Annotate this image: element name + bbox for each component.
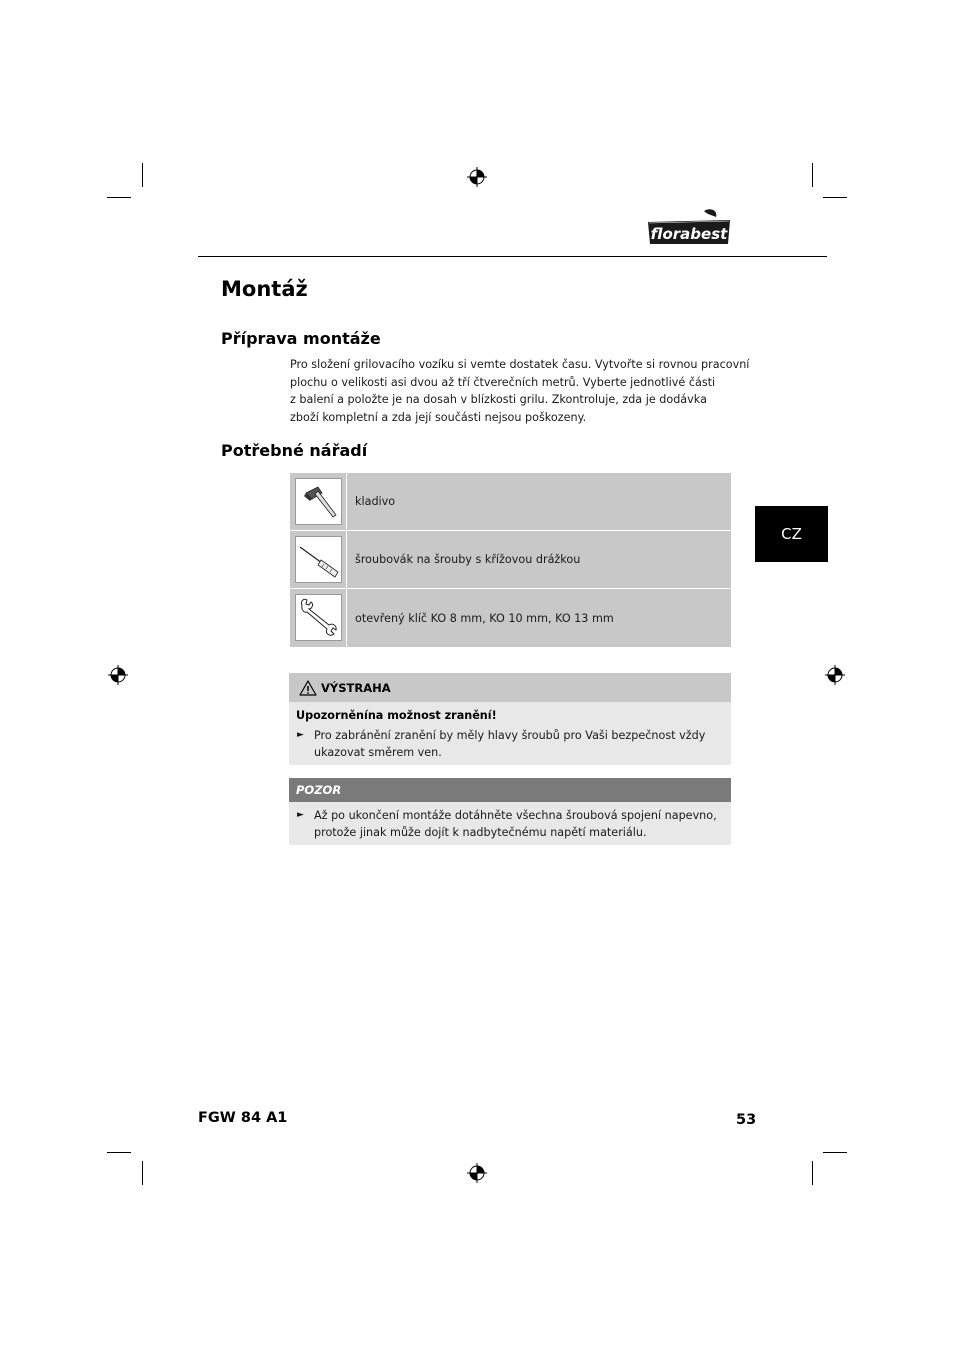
caution-box: [289, 778, 731, 845]
tool-row: [290, 473, 731, 531]
footer-model: FGW 84 A1: [198, 1110, 288, 1126]
crop-mark: [812, 1161, 813, 1185]
screwdriver-icon: [296, 537, 341, 582]
bullet-arrow-icon: ►: [297, 810, 304, 820]
warning-label: VÝSTRAHA: [321, 680, 391, 695]
tool-icon-box: [295, 594, 342, 641]
header-rule: [198, 256, 827, 257]
crop-mark: [142, 1161, 143, 1185]
preparation-paragraph: [290, 356, 750, 426]
warning-body: [289, 702, 731, 765]
tool-label: šroubovák na šrouby s křížovou drážkou: [355, 553, 581, 566]
warning-box: [289, 673, 731, 765]
tool-row: [290, 589, 731, 647]
warning-subtitle: Upozorněnína možnost zranění!: [296, 709, 497, 722]
hammer-icon: [296, 479, 341, 524]
tool-icon-cell: [290, 589, 347, 647]
crop-mark: [142, 163, 143, 187]
tool-row: [290, 531, 731, 589]
logo-text: florabest: [650, 225, 728, 243]
warning-triangle-icon: [299, 680, 317, 696]
tools-table: [290, 473, 731, 647]
caution-bullet: [296, 807, 724, 841]
tool-label: otevřený klíč KO 8 mm, KO 10 mm, KO 13 mm: [355, 611, 614, 625]
tool-icon-cell: [290, 473, 347, 530]
bullet-line: protože jinak může dojít k nadbytečnému napětí materiálu.: [314, 826, 647, 839]
caution-body: [289, 802, 731, 845]
wrench-icon: [296, 595, 341, 640]
crop-mark: [823, 197, 847, 198]
page-title: Montáž: [221, 277, 308, 301]
bullet-line: Až po ukončení montáže dotáhněte všechna šroubová spojení napevno,: [314, 809, 717, 822]
tool-label: kladivo: [355, 495, 396, 508]
registration-mark-icon: [467, 167, 487, 187]
registration-mark-icon: [108, 665, 128, 685]
warning-bullet: [296, 727, 724, 761]
tool-icon-box: [295, 478, 342, 525]
bullet-arrow-icon: ►: [297, 730, 304, 740]
section-heading-tools: Potřebné nářadí: [221, 441, 368, 460]
registration-mark-icon: [825, 665, 845, 685]
crop-mark: [107, 1152, 131, 1153]
warning-header: [289, 673, 731, 702]
paragraph-line: z balení a položte je na dosah v blízkosti grilu. Zkontroluje, zda je dodávka: [290, 393, 707, 406]
tool-icon-cell: [290, 531, 347, 588]
paragraph-line: zboží kompletní a zda její součásti nejsou poškozeny.: [290, 410, 587, 424]
caution-header: POZOR: [289, 778, 731, 802]
crop-mark: [107, 197, 131, 198]
paragraph-line: plochu o velikosti asi dvou až tří čtverečních metrů. Vyberte jednotlivé části: [290, 375, 716, 389]
registration-mark-icon: [467, 1163, 487, 1183]
page-number: 53: [736, 1112, 757, 1128]
crop-mark: [823, 1152, 847, 1153]
section-heading-preparation: Příprava montáže: [221, 329, 381, 348]
language-tab: CZ: [755, 506, 828, 562]
tool-icon-box: [295, 536, 342, 583]
paragraph-line: Pro složení grilovacího vozíku si vemte dostatek času. Vytvořte si rovnou pracovní: [290, 358, 750, 371]
florabest-logo: [646, 208, 732, 246]
crop-mark: [812, 163, 813, 187]
bullet-line: ukazovat směrem ven.: [314, 746, 442, 759]
bullet-line: Pro zabránění zranění by měly hlavy šroubů pro Vaši bezpečnost vždy: [314, 729, 706, 742]
